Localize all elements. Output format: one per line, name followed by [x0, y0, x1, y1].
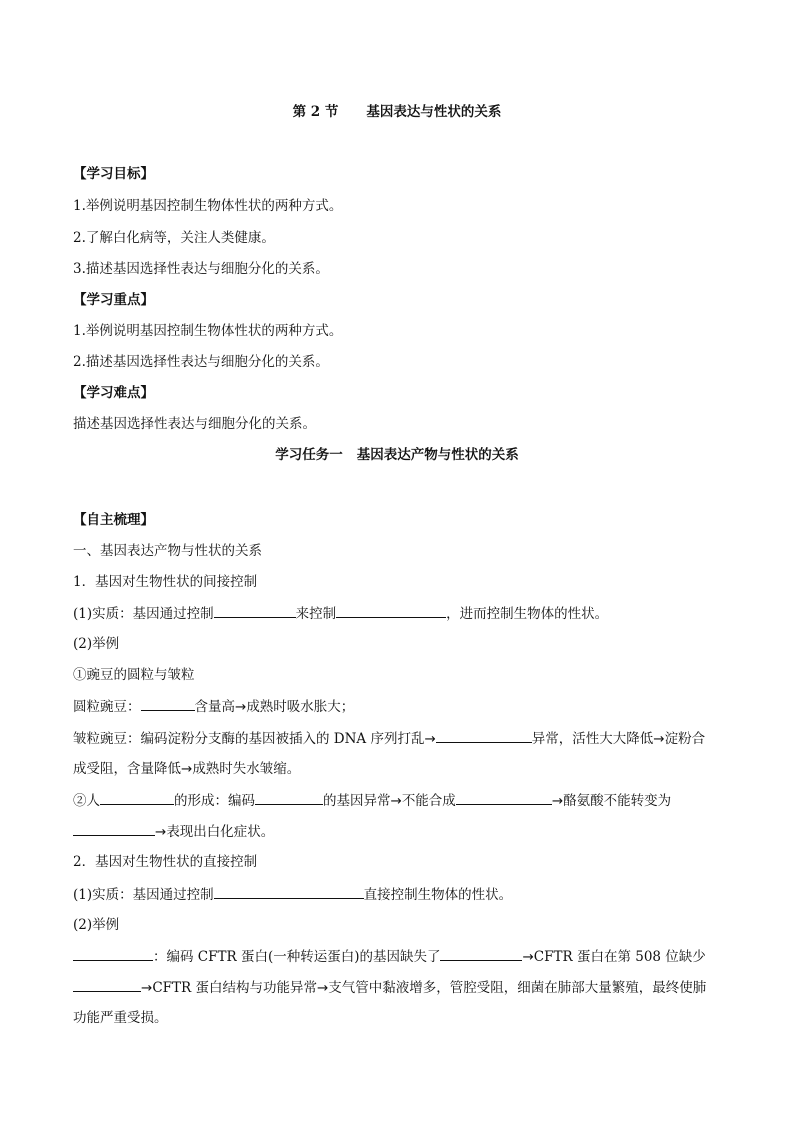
fill-blank[interactable] [73, 977, 141, 992]
arrow-icon: → [141, 980, 153, 996]
cystic-fibrosis-line-cont: →CFTR 蛋白结构与功能异常→支气管中黏液增多，管腔受阻，细菌在肺部大量繁殖，最终使肺 [73, 977, 706, 998]
fill-blank[interactable] [214, 884, 364, 899]
arrow-icon: → [235, 699, 247, 715]
key-point-item: 2.描述基因选择性表达与细胞分化的关系。 [73, 354, 329, 370]
indirect-essence-line: (1)实质：基因通过控制 来控制 ，进而控制生物体的性状。 [73, 603, 608, 624]
fill-blank[interactable] [255, 790, 323, 805]
key-points-heading: 【学习重点】 [73, 292, 154, 308]
direct-example-label: (2)举例 [73, 917, 120, 933]
fill-blank[interactable] [456, 790, 552, 805]
fill-blank[interactable] [73, 821, 155, 836]
fill-blank[interactable] [336, 603, 446, 618]
arrow-icon: → [522, 949, 534, 965]
arrow-icon: → [155, 824, 167, 840]
pea-example-title: ①豌豆的圆粒与皱粒 [73, 667, 195, 683]
key-point-item: 1.举例说明基因控制生物体性状的两种方式。 [73, 323, 343, 339]
cystic-fibrosis-line-end: 功能严重受损。 [73, 1010, 168, 1026]
difficulty-heading: 【学习难点】 [73, 385, 154, 401]
section-heading: 一、基因表达产物与性状的关系 [73, 543, 262, 559]
goals-heading: 【学习目标】 [73, 166, 154, 182]
page-title [0, 102, 794, 122]
arrow-icon: → [181, 761, 193, 777]
section-name: 基因表达与性状的关系 [366, 104, 502, 120]
wrinkled-pea-line-cont: 成受阻，含量降低→成熟时失水皱缩。 [73, 761, 301, 777]
wrinkled-pea-line: 皱粒豌豆：编码淀粉分支酶的基因被插入的 DNA 序列打乱→ 异常，活性大大降低→淀粉合 [73, 728, 705, 749]
arrow-icon: → [653, 731, 665, 747]
arrow-icon: → [424, 731, 436, 747]
direct-control-heading: 2．基因对生物性状的直接控制 [73, 854, 258, 870]
direct-essence-line: (1)实质：基因通过控制 直接控制生物体的性状。 [73, 884, 512, 905]
cystic-fibrosis-line: ：编码 CFTR 蛋白(一种转运蛋白)的基因缺失了 →CFTR 蛋白在第 508 位缺少 [73, 946, 706, 967]
indirect-control-heading: 1．基因对生物性状的间接控制 [73, 574, 258, 590]
fill-blank[interactable] [141, 696, 195, 711]
self-review-heading: 【自主梳理】 [73, 512, 154, 528]
goal-item: 3.描述基因选择性表达与细胞分化的关系。 [73, 261, 329, 277]
section-number: 第 2 节 [292, 104, 339, 120]
fill-blank[interactable] [436, 728, 532, 743]
difficulty-text: 描述基因选择性表达与细胞分化的关系。 [73, 416, 316, 432]
arrow-icon: → [551, 793, 564, 809]
task-prefix: 学习任务一 [275, 447, 343, 463]
fill-blank[interactable] [440, 946, 522, 961]
albinism-line: ②人 的形成：编码 的基因异常→不能合成 →酪氨酸不能转变为 [73, 790, 671, 811]
fill-blank[interactable] [73, 946, 153, 961]
goal-item: 1.举例说明基因控制生物体性状的两种方式。 [73, 198, 343, 214]
indirect-example-label: (2)举例 [73, 636, 120, 652]
fill-blank[interactable] [100, 790, 174, 805]
fill-blank[interactable] [214, 603, 296, 618]
albinism-line-cont: →表现出白化症状。 [73, 821, 274, 842]
task-name: 基因表达产物与性状的关系 [356, 447, 519, 463]
round-pea-line: 圆粒豌豆： 含量高→成熟时吸水胀大； [73, 696, 354, 717]
arrow-icon: → [390, 793, 402, 809]
arrow-icon: → [316, 980, 329, 996]
task-title [0, 445, 794, 465]
goal-item: 2.了解白化病等，关注人类健康。 [73, 230, 275, 246]
